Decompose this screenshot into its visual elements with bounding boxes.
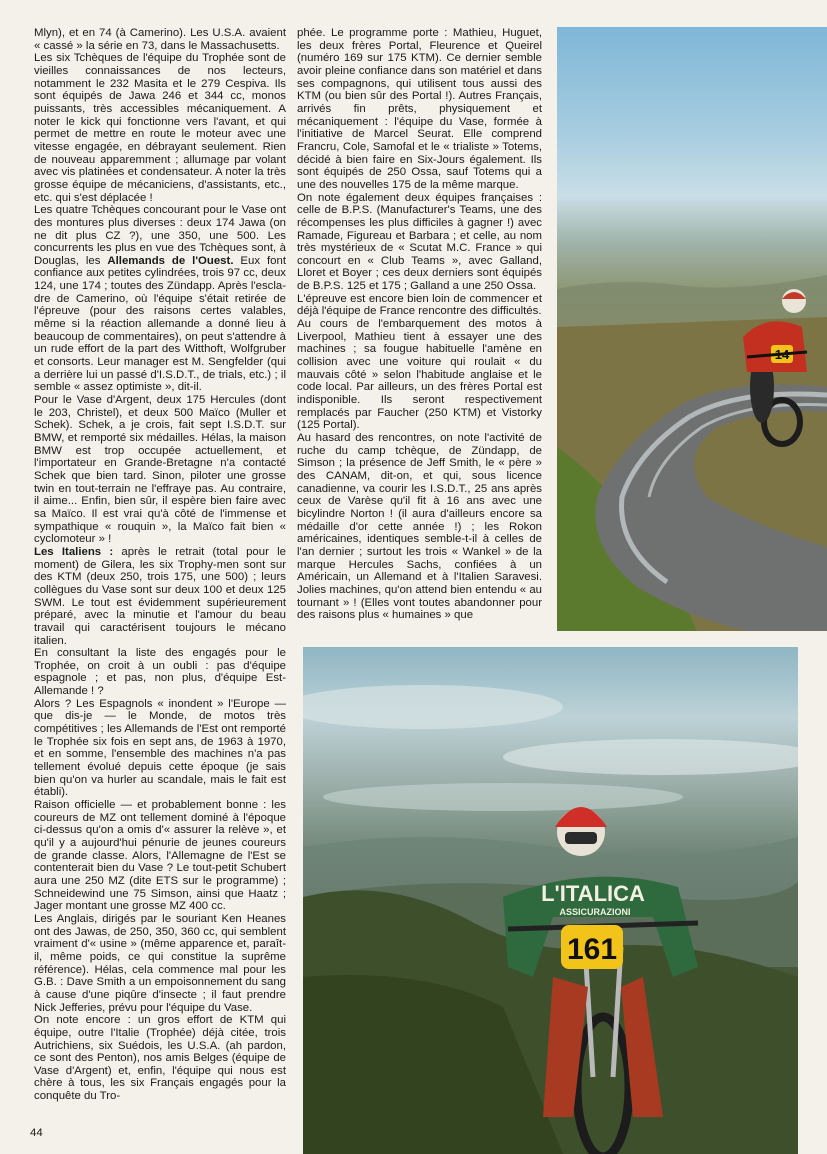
page-number: 44 <box>30 1127 43 1139</box>
paragraph-text: Eux font confiance aux petites cylindrées, trois 97 cc, deux 124, une 174 ; toutes des Zündapp. Après l'escla-dre de Camerino, où l'équipe s'était retirée de l'épreuve (pour des raisons certes valables, même si la réaction allemande a donné lieu à beaucoup de commentaires), on peut s'attendre à un rude effort de la part des Witthoft, Wolfgruber et consorts. Leur manager est M. Sengfelder (qui a derrière lui un passé d'I.S.D.T., de trials, etc.) ; il semble « assez optimiste », dit-il. <box>34 254 286 394</box>
photo-rider-hillside-illustration <box>303 647 798 1154</box>
photo-rider-hillside <box>303 647 798 1154</box>
jersey-subtext: ASSICURAZIONI <box>559 907 631 917</box>
paragraph-text: Les quatre Tchèques concourant pour le Vase ont des montures plus diverses : deux 174 Jawa (on ne dit plus CZ ?), une 350, une 500. Les concurrents les plus en vue des Tchèques sont, à Douglas, les <box>34 204 286 267</box>
paragraph <box>34 204 286 394</box>
photo-rider-on-track <box>557 27 827 631</box>
subheading-inline: Les Italiens : <box>34 545 114 558</box>
paragraph: Au cours de l'embarquement des motos à Liverpool, Mathieu tient à essayer une des machines ; sa fougue habituelle l'amène en collision avec une voiture qui roulait « du mauvais côté » selon l'habitude anglaise et le code local. Par ailleurs, un des frères Portal est indisponible. Ils seront respectivement remplacés par Faucher (250 KTM) et Vistorky (125 Portal). <box>297 318 542 432</box>
paragraph: Au hasard des rencontres, on note l'activité de ruche du camp tchèque, de Zündapp, de Simson ; la présence de Jeff Smith, le « père » des CANAM, dit-on, et qui, sous licence canadienne, va courir les I.S.D.T., 25 ans après ceux de Varèse qu'il fit à 16 ans avec une bicylindre Norton ! (il aura d'ailleurs encore sa médaille d'or cette année !) ; les Rokon américaines, identiques semble-t-il à celles de l'an dernier ; surtout les trois « Wankel » de la marque Hercules Sachs, confiées à un Américain, un Allemand et à l'Italien Saravesi. Jolies machines, qu'on attend bien entendu « au tournant » ! (Elles vont toutes abandonner pour des raisons plus « humaines » que <box>297 432 542 622</box>
paragraph: phée. Le programme porte : Mathieu, Huguet, les deux frères Portal, Fleurence et Queirel (numéro 169 sur 175 KTM). Ce dernier semble avoir pleine confiance dans son matériel et dans ses compagnons, qui utilisent tous aussi des KTM (ou bien sûr des Portal !). Autres Français, arrivés fin prêts, physiquement et mécaniquement : l'équipe du Vase, formée à l'initiative de Marcel Seurat. Elle comprend Francru, Cole, Samofal et le « trialiste » Totems, décidé à bien faire en Six-Jours également. Ils sont équipés de 250 Ossa, sauf Totems qui a une des nouvelles 175 de la même marque. <box>297 27 542 191</box>
paragraph <box>34 546 286 647</box>
article-middle-column <box>297 27 542 639</box>
paragraph: Mlyn), et en 74 (à Camerino). Les U.S.A. avaient « cassé » la série en 73, dans le Massachusetts. <box>34 27 286 52</box>
paragraph-text: après le retrait (total pour le moment) de Gilera, les six Trophy-men sont sur des KTM (deux 250, trois 175, une 500) ; leurs collègues du Vase sont sur deux 100 et deux 125 SWM. Le tout est évidemment supérieurement préparé, avec la minutie et l'amour du beau travail qui caractérisent toujours le mécano italien. <box>34 545 286 647</box>
jersey-text: L'ITALICA <box>541 881 645 906</box>
paragraph: Raison officielle — et probablement bonne : les coureurs de MZ ont tellement dominé à l'époque ci-dessus qu'on a omis d'« assurer la relève », et qu'il y a aujourd'hui pénurie de jeunes coureurs de grande classe. Alors, l'Allemagne de l'Est se contenterait bien du Vase ? Le tout-petit Schubert aura une 250 MZ (dite ETS sur le programme) ; Schneidewind une 75 Simson, ainsi que Haatz ; Jager montant une grosse MZ 400 cc. <box>34 799 286 913</box>
paragraph: Les six Tchèques de l'équipe du Trophée sont de vieilles connaissances de nos lecteurs, notamment le 232 Masita et le 279 Cespiva. Ils sont équipés de Jawa 246 et 344 cc, monos puissants, très accessibles mécaniquement. A noter le kick qui fonctionne vers l'avant, et qui permet de mettre en route le moteur avec une vitesse engagée, en débrayant seulement. Rien de nouveau apparemment ; allumage par volant avec vis platinées et condensateur. A noter la très grosse équipe de mécaniciens, d'assistants, etc., etc. qui s'est déplacée ! <box>34 52 286 204</box>
paragraph: Alors ? Les Espagnols « inondent » l'Europe — que dis-je — le Monde, de motos très compétitives ; les Allemands de l'Est ont remporté le Trophée six fois en sept ans, de 1963 à 1970, et en somme, l'ensemble des machines n'a pas tellement évolué depuis cette époque (je sais bien qu'on va hurler au scandale, mais le fait est établi). <box>34 697 286 799</box>
paragraph: On note également deux équipes françaises : celle de B.P.S. (Manufacturer's Teams, une des récompenses les plus difficiles à gagner !) avec Ramade, Figureau et Barbara ; et celle, au nom très mystérieux de « Scutat M.C. France » qui concourt en « Club Teams », avec Galland, Lloret et Boyer ; ces deux derniers sont équipés de B.P.S. 125 et 175 ; Galland a une 250 Ossa. <box>297 191 542 293</box>
paragraph: En consultant la liste des engagés pour le Trophée, on croit à un oubli : pas d'équipe espagnole ; et pas, non plus, d'équipe Est-Allemande ! ? <box>34 647 286 698</box>
rider-plate-number: 161 <box>566 933 618 966</box>
photo-rider-on-track-illustration <box>557 27 827 631</box>
article-left-column <box>34 27 286 1137</box>
paragraph: Pour le Vase d'Argent, deux 175 Hercules (dont le 203, Christel), et deux 500 Maïco (Muller et Schek). Schek, a je crois, fait sept I.S.D.T. sur BMW, et remporté six médailles. Hélas, la maison BMW est trop occupée actuellement, et l'importateur en Grande-Bretagne n'a contacté Schek que bien tard. Sinon, piloter une grosse twin en tout-terrain ne l'effraye pas. Au contraire, il aime... Enfin, bien sûr, il espère bien faire avec sa Maïco. Il est vrai qu'à côté de l'immense et sympathique « rouquin », la Maïco fait bien « cyclomoteur » ! <box>34 394 286 546</box>
subheading-inline: Allemands de l'Ouest. <box>107 254 234 267</box>
paragraph: Les Anglais, dirigés par le souriant Ken Heanes ont des Jawas, de 250, 350, 360 cc, qui semblent vraiment d'« usine » (même apparence et, paraît-il, même poids, ce qui constitue la suprême référence). Hélas, cela commence mal pour les G.B. : Dave Smith a un empoisonnement du sang à cause d'une piqûre d'insecte ; il faut prendre Nick Jefferies, prévu pour l'équipe du Vase. <box>34 912 286 1014</box>
paragraph: L'épreuve est encore bien loin de commencer et déjà l'équipe de France rencontre des difficultés. <box>297 292 542 318</box>
paragraph: On note encore : un gros effort de KTM qui équipe, outre l'Italie (Trophée) déjà citée, trois Autrichiens, six Suédois, les U.S.A. (ah pardon, ce sont des Penton), nos amis Belges (équipe de Vase d'Argent) et, enfin, l'équipe qui nous est chère à tous, les six Français engagés pour la conquête du Tro- <box>34 1014 286 1103</box>
